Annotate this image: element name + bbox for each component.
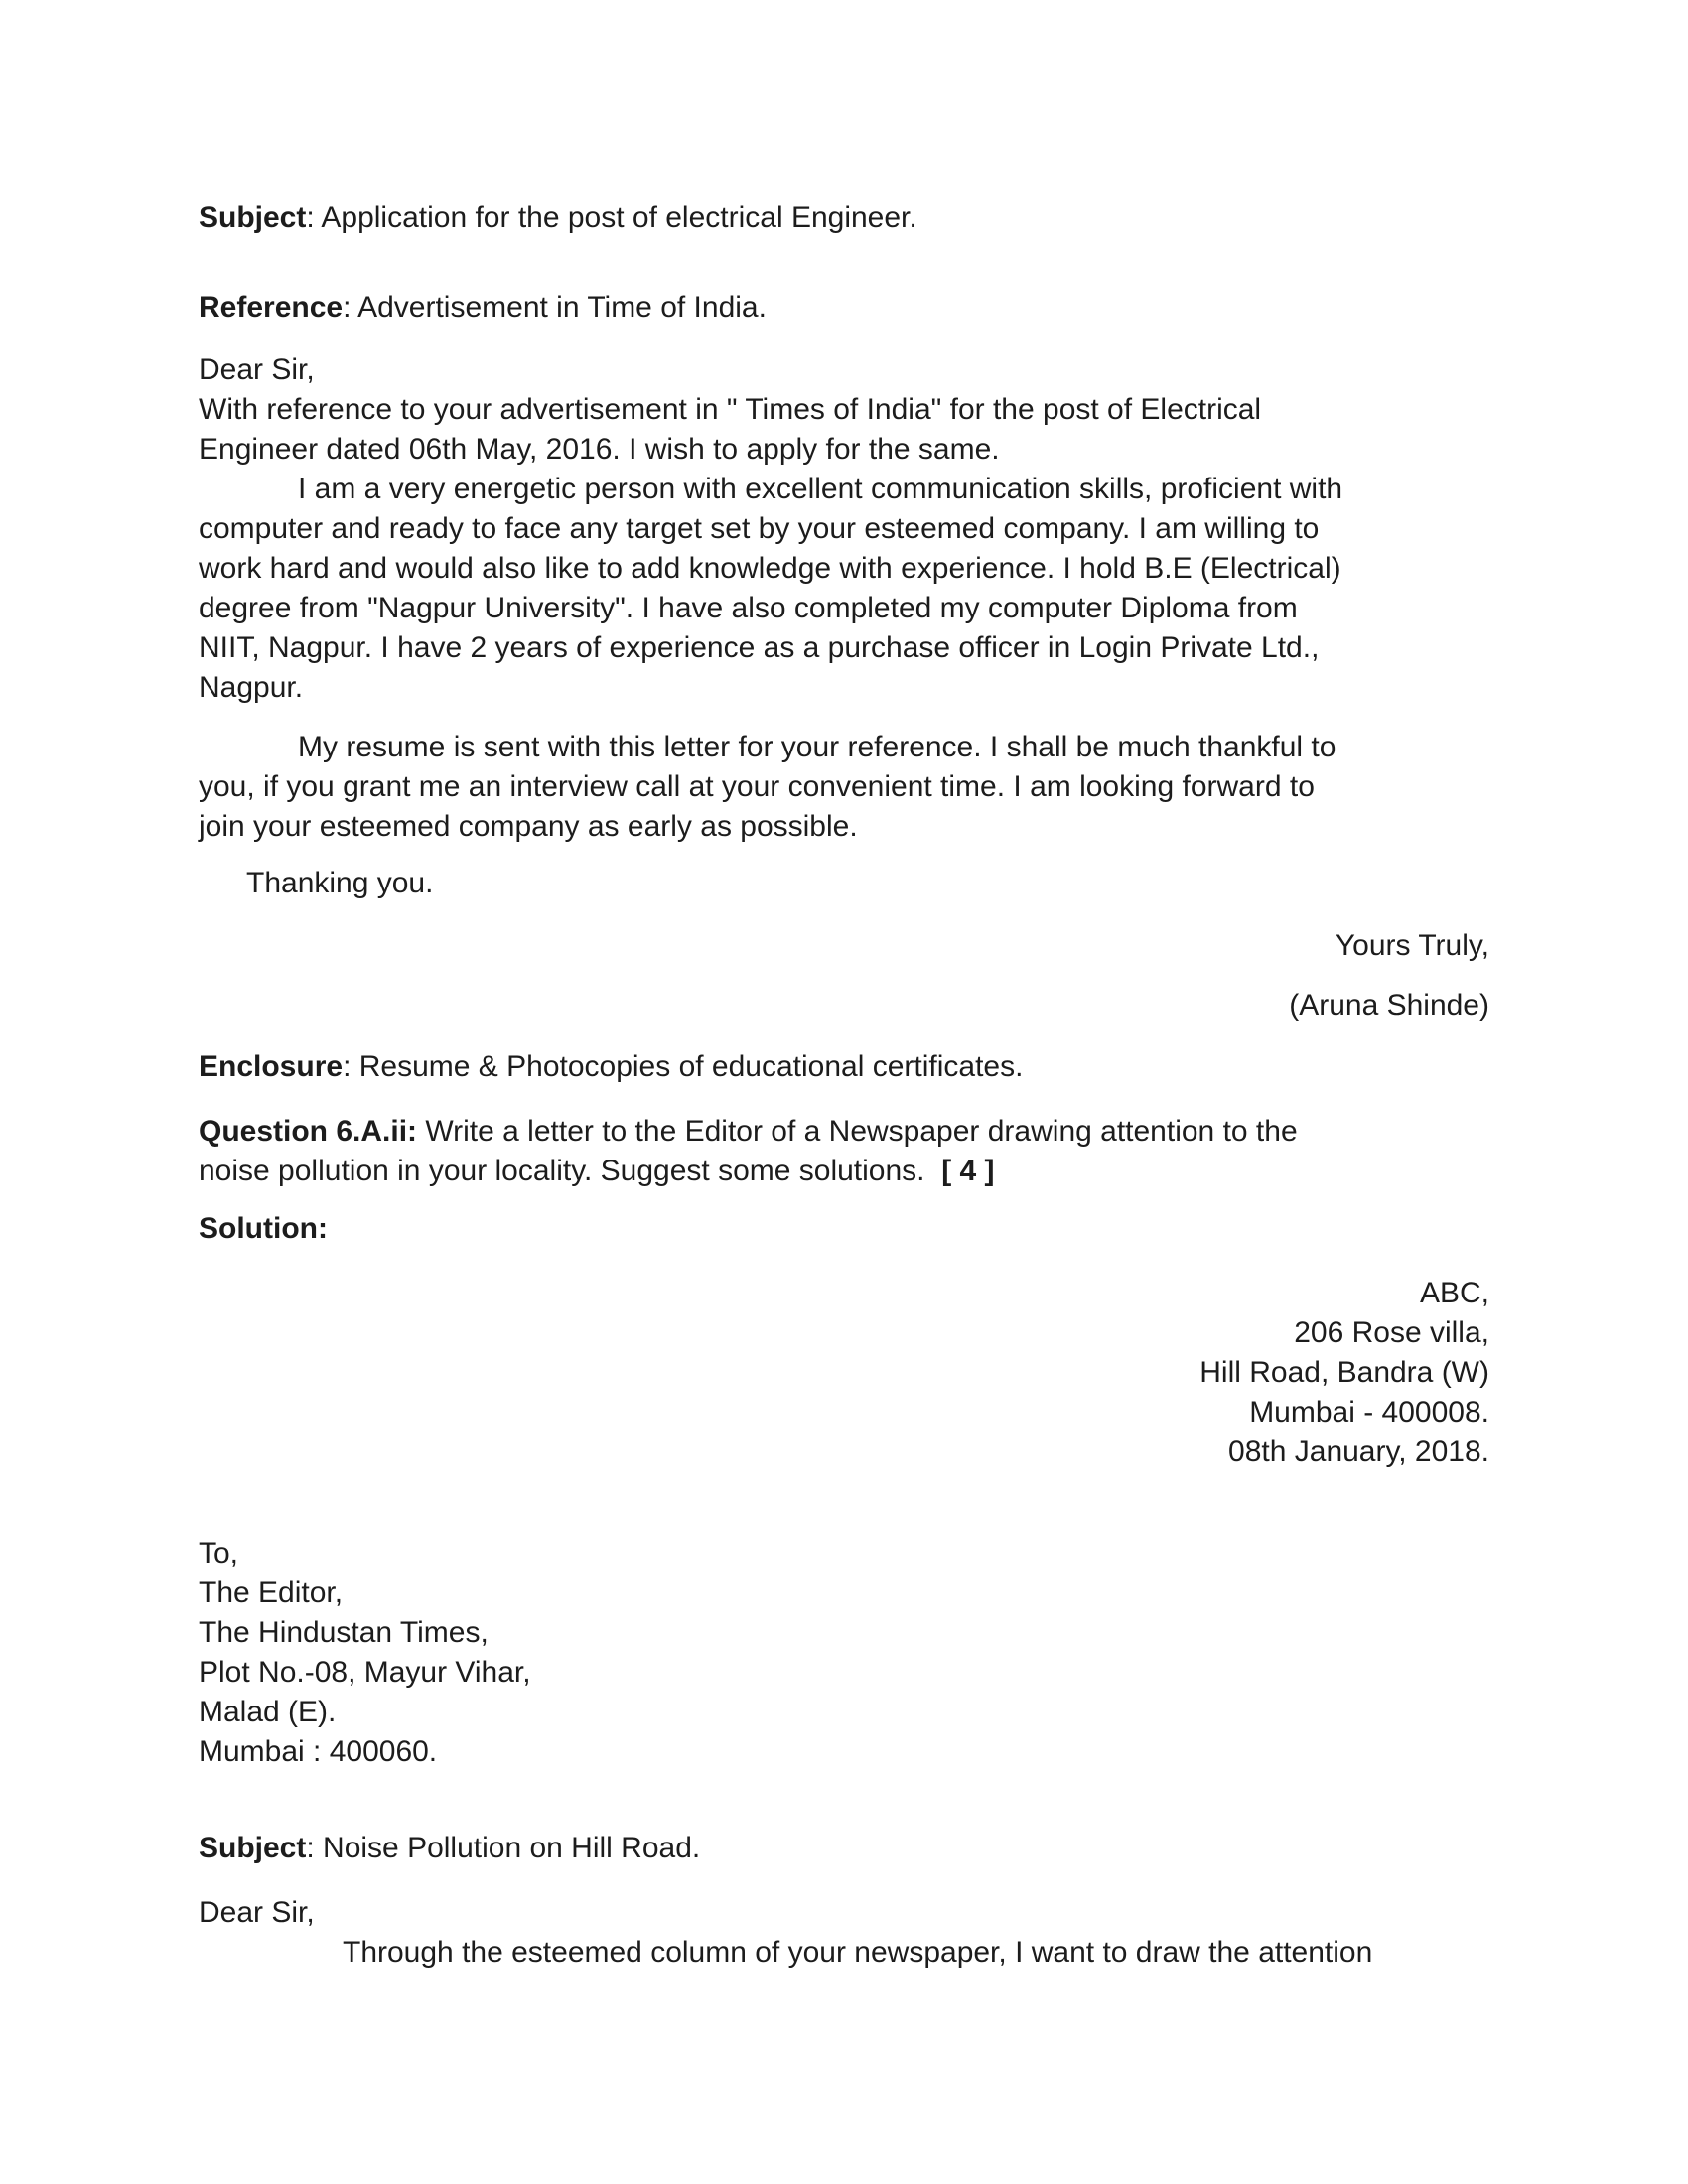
enclosure-line xyxy=(199,1047,1489,1087)
text-line xyxy=(199,390,1489,430)
text-line xyxy=(199,864,1489,903)
text-segment: ABC, xyxy=(1419,1277,1489,1309)
text-line xyxy=(199,470,1489,509)
text-segment: 08th January, 2018. xyxy=(1228,1435,1489,1468)
text-line xyxy=(199,1209,1489,1249)
text-segment: : Noise Pollution on Hill Road. xyxy=(306,1832,701,1864)
text-segment: Plot No.-08, Mayur Vihar, xyxy=(199,1656,531,1689)
thanking-line xyxy=(199,864,1489,903)
text-line xyxy=(199,509,1489,549)
text-segment: Thanking you. xyxy=(246,867,434,899)
text-segment: : Advertisement in Time of India. xyxy=(343,291,767,324)
text-segment: With reference to your advertisement in " Times of India" for the post of Electrical xyxy=(199,393,1262,426)
text-line xyxy=(199,1047,1489,1087)
bold-text-segment: Subject xyxy=(199,202,307,234)
salutation-paragraph-2 xyxy=(199,1893,1489,1973)
bold-text-segment: Reference xyxy=(199,291,344,324)
text-line xyxy=(199,986,1489,1025)
text-line xyxy=(199,926,1489,966)
text-segment: : Resume & Photocopies of educational certificates. xyxy=(343,1050,1024,1083)
text-segment: To, xyxy=(199,1537,239,1570)
text-segment: Dear Sir, xyxy=(199,353,315,386)
text-segment: The Editor, xyxy=(199,1576,344,1609)
text-segment: My resume is sent with this letter for your reference. I shall be much thankful to xyxy=(298,731,1336,763)
text-segment: computer and ready to face any target set by your esteemed company. I am willing to xyxy=(199,512,1320,545)
recipient-address-block xyxy=(199,1534,1489,1772)
text-line xyxy=(199,807,1489,847)
text-segment: : Application for the post of electrical Engineer. xyxy=(306,202,917,234)
text-line xyxy=(199,288,1489,328)
bold-text-segment: Solution: xyxy=(199,1212,328,1245)
text-line xyxy=(199,1152,1489,1191)
text-segment: I am a very energetic person with excellent communication skills, proficient with xyxy=(298,473,1343,505)
text-segment: 206 Rose villa, xyxy=(1294,1316,1489,1349)
text-line xyxy=(199,668,1489,708)
text-line xyxy=(199,199,1489,238)
sender-address-block xyxy=(199,1274,1489,1472)
text-segment: NIIT, Nagpur. I have 2 years of experience as a purchase officer in Login Private Ltd., xyxy=(199,631,1320,664)
text-line xyxy=(199,1313,1489,1353)
text-segment: Malad (E). xyxy=(199,1696,337,1728)
text-segment: (Aruna Shinde) xyxy=(1289,989,1489,1022)
subject-line-2 xyxy=(199,1829,1489,1868)
text-segment: Mumbai : 400060. xyxy=(199,1735,438,1768)
text-segment: degree from "Nagpur University". I have also completed my computer Diploma from xyxy=(199,592,1298,624)
text-segment: noise pollution in your locality. Suggest some solutions. xyxy=(199,1155,942,1187)
document-content xyxy=(199,199,1489,1973)
text-line xyxy=(199,1693,1489,1732)
subject-line xyxy=(199,199,1489,238)
text-segment: join your esteemed company as early as possible. xyxy=(199,810,858,843)
text-line xyxy=(199,628,1489,668)
text-line xyxy=(199,1112,1489,1152)
text-line xyxy=(199,1893,1489,1933)
salutation-paragraph xyxy=(199,350,1489,470)
bold-text-segment: Enclosure xyxy=(199,1050,344,1083)
text-segment: you, if you grant me an interview call at your convenient time. I am looking forward to xyxy=(199,770,1315,803)
text-line xyxy=(199,1433,1489,1472)
text-segment: Mumbai - 400008. xyxy=(1249,1396,1489,1429)
text-line xyxy=(199,1933,1489,1973)
text-line xyxy=(199,589,1489,628)
bold-text-segment: Question 6.A.ii: xyxy=(199,1115,418,1148)
reference-line xyxy=(199,288,1489,328)
text-line xyxy=(199,1393,1489,1433)
bold-text-segment: [ 4 ] xyxy=(941,1155,995,1187)
closing-line xyxy=(199,926,1489,966)
text-line xyxy=(199,767,1489,807)
question-heading xyxy=(199,1112,1489,1191)
text-line xyxy=(199,549,1489,589)
text-segment: Through the esteemed column of your newspaper, I want to draw the attention xyxy=(343,1936,1373,1969)
text-line xyxy=(199,1653,1489,1693)
text-segment: Dear Sir, xyxy=(199,1896,315,1929)
text-segment: Yours Truly, xyxy=(1335,929,1489,962)
text-segment: Write a letter to the Editor of a Newspaper drawing attention to the xyxy=(417,1115,1298,1148)
body-paragraph-2 xyxy=(199,728,1489,847)
text-line xyxy=(199,430,1489,470)
text-segment: Engineer dated 06th May, 2016. I wish to apply for the same. xyxy=(199,433,1000,466)
text-line xyxy=(199,1274,1489,1313)
text-line xyxy=(199,350,1489,390)
body-paragraph-1 xyxy=(199,470,1489,708)
bold-text-segment: Subject xyxy=(199,1832,307,1864)
text-line xyxy=(199,1732,1489,1772)
text-line xyxy=(199,1353,1489,1393)
signature-line xyxy=(199,986,1489,1025)
text-segment: Nagpur. xyxy=(199,671,304,704)
text-line xyxy=(199,1573,1489,1613)
text-segment: The Hindustan Times, xyxy=(199,1616,489,1649)
text-line xyxy=(199,728,1489,767)
text-line xyxy=(199,1829,1489,1868)
text-line xyxy=(199,1613,1489,1653)
text-segment: Hill Road, Bandra (W) xyxy=(1199,1356,1489,1389)
solution-heading xyxy=(199,1209,1489,1249)
text-segment: work hard and would also like to add knowledge with experience. I hold B.E (Electrical) xyxy=(199,552,1341,585)
text-line xyxy=(199,1534,1489,1573)
